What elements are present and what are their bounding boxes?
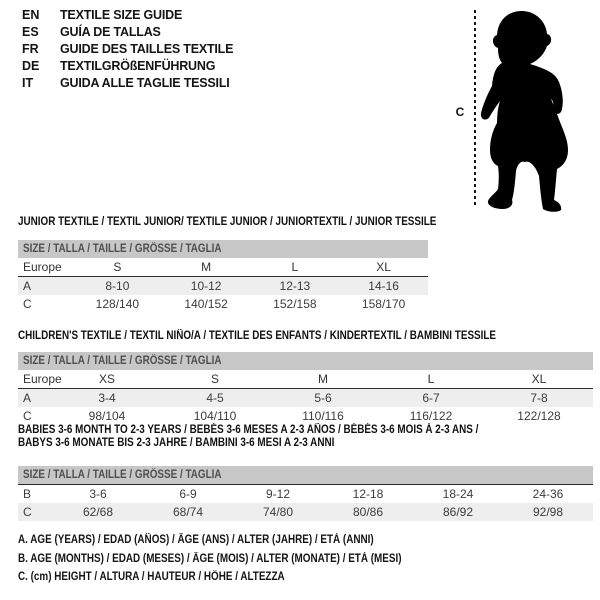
value-cell: 18-24 (442, 487, 474, 501)
table-title-line (18, 330, 593, 343)
table-row (18, 295, 428, 313)
value-cell: 158/170 (361, 297, 406, 311)
size-column-header-cell: S (161, 370, 269, 389)
value-cell: 14-16 (368, 279, 399, 293)
table-title-text: BABYS 3-6 MONATE BIS 2-3 JAHRE / BAMBINI 3-6 MESI A 2-3 ANNI (18, 437, 335, 449)
value-cell: 3-4 (98, 391, 116, 405)
table-body (18, 485, 593, 521)
size-column-header-cell: XL (485, 370, 593, 389)
language-row (22, 75, 233, 92)
value-cell: 152/158 (273, 297, 317, 311)
value-cell: 24-36 (532, 487, 564, 501)
height-measure-label: C (455, 105, 465, 119)
value-cell: 68/74 (172, 505, 204, 519)
value-cell: 8-10 (105, 279, 130, 293)
table-title (18, 330, 593, 343)
toddler-silhouette-icon (478, 8, 578, 218)
children-size-table-section (18, 330, 593, 425)
value-cell: 104/110 (193, 409, 237, 423)
size-header-text: SIZE / TALLA / TAILLE / GRÖSSE / TAGLIA (23, 243, 222, 255)
table-title-line (18, 216, 437, 229)
column-header-row (18, 258, 428, 277)
table-row (18, 407, 593, 425)
size-column-header-cell: XS (53, 370, 161, 389)
value-cell: 122/128 (517, 409, 561, 423)
region-header-cell: Europe (18, 258, 73, 277)
value-cell: 62/68 (82, 505, 114, 519)
value-cell: 92/98 (532, 505, 564, 519)
value-cell: 86/92 (442, 505, 474, 519)
table-row (18, 485, 593, 503)
language-title: TEXTILGRÖßENFÜHRUNG (60, 59, 216, 73)
legend-footnotes (18, 531, 464, 587)
value-cell: 80/86 (352, 505, 384, 519)
value-cell: 98/104 (88, 409, 126, 423)
language-code: ES (22, 25, 39, 39)
language-code: FR (22, 42, 39, 56)
table-head (18, 258, 428, 277)
babies-size-table-section (18, 424, 593, 521)
size-header-bar (18, 352, 593, 370)
size-column-header-cell: L (377, 370, 485, 389)
language-title: TEXTILE SIZE GUIDE (60, 8, 183, 22)
table-title (18, 216, 437, 229)
language-row (22, 7, 233, 24)
value-cell: 6-9 (179, 487, 197, 501)
table-title-line (18, 424, 593, 437)
language-title: GUÍA DE TALLAS (60, 25, 161, 39)
value-cell: 6-7 (422, 391, 440, 405)
row-label-cell: C (23, 297, 32, 311)
table-row (18, 277, 428, 296)
row-label-cell: A (23, 279, 32, 293)
size-header-bar (18, 466, 593, 485)
language-title: GUIDA ALLE TAGLIE TESSILI (60, 76, 230, 90)
value-cell: 3-6 (89, 487, 107, 501)
size-table (18, 258, 428, 313)
row-label-cell: A (23, 391, 32, 405)
row-label-cell: C (23, 409, 32, 423)
language-row (22, 24, 233, 41)
footnote-line (18, 531, 464, 550)
value-cell: 7-8 (530, 391, 548, 405)
value-cell: 5-6 (314, 391, 332, 405)
language-code: DE (22, 59, 40, 73)
table-title-line (18, 437, 593, 450)
value-cell: 116/122 (409, 409, 453, 423)
value-cell: 12-18 (352, 487, 384, 501)
table-title (18, 424, 593, 450)
junior-size-table-section (18, 216, 437, 313)
table-body (18, 277, 428, 314)
region-header-cell: Europe (18, 370, 53, 389)
value-cell: 110/116 (302, 409, 344, 423)
footnote-line (18, 550, 464, 569)
footnote-text: C. (cm) HEIGHT / ALTURA / HAUTEUR / HÖHE / ALTEZZA (18, 571, 285, 583)
footnote-line (18, 568, 464, 587)
size-column-header-cell: XL (339, 258, 428, 277)
size-table (18, 485, 593, 521)
table-row (18, 389, 593, 408)
language-row (22, 41, 233, 58)
size-column-header-cell: L (251, 258, 340, 277)
table-title-text: JUNIOR TEXTILE / TEXTIL JUNIOR/ TEXTILE JUNIOR / JUNIORTEXTIL / JUNIOR TESSILE (18, 216, 437, 228)
table-body (18, 389, 593, 426)
column-header-row (18, 370, 593, 389)
size-header-text: SIZE / TALLA / TAILLE / GRÖSSE / TAGLIA (23, 355, 222, 367)
size-header-bar (18, 240, 428, 258)
size-column-header-cell: S (73, 258, 162, 277)
value-cell: 4-5 (206, 391, 224, 405)
size-column-header-cell: M (269, 370, 377, 389)
height-figure (450, 0, 600, 220)
row-label-cell: C (23, 505, 32, 519)
language-code: EN (22, 8, 40, 22)
height-measure-dashed-line (474, 10, 476, 208)
value-cell: 140/152 (184, 297, 228, 311)
language-title-list (22, 7, 233, 92)
table-head (18, 370, 593, 389)
size-column-header-cell: M (162, 258, 251, 277)
value-cell: 9-12 (265, 487, 291, 501)
table-row (18, 503, 593, 521)
value-cell: 10-12 (190, 279, 222, 293)
language-title: GUIDE DES TAILLES TEXTILE (60, 42, 234, 56)
table-title-text: CHILDREN'S TEXTILE / TEXTIL NIÑO/A / TEXTILE DES ENFANTS / KINDERTEXTIL / BAMBINI TESSILE (18, 330, 497, 342)
footnote-text: A. AGE (YEARS) / EDAD (AÑOS) / ÂGE (ANS) / ALTER (JAHRE) / ETÀ (ANNI) (18, 534, 374, 546)
language-row (22, 58, 233, 75)
value-cell: 128/140 (95, 297, 140, 311)
size-header-text: SIZE / TALLA / TAILLE / GRÖSSE / TAGLIA (23, 469, 222, 481)
value-cell: 74/80 (262, 505, 294, 519)
size-table (18, 370, 593, 425)
footnote-text: B. AGE (MONTHS) / EDAD (MESES) / ÂGE (MOIS) / ALTER (MONATE) / ETÀ (MESI) (18, 552, 402, 565)
value-cell: 12-13 (279, 279, 311, 293)
table-title-text: BABIES 3-6 MONTH TO 2-3 YEARS / BEBÉS 3-6 MESES A 2-3 AÑOS / BÉBÉS 3-6 MOIS À 2-3 ANS / (18, 424, 479, 436)
row-label-cell: B (23, 487, 32, 501)
language-code: IT (22, 76, 34, 90)
